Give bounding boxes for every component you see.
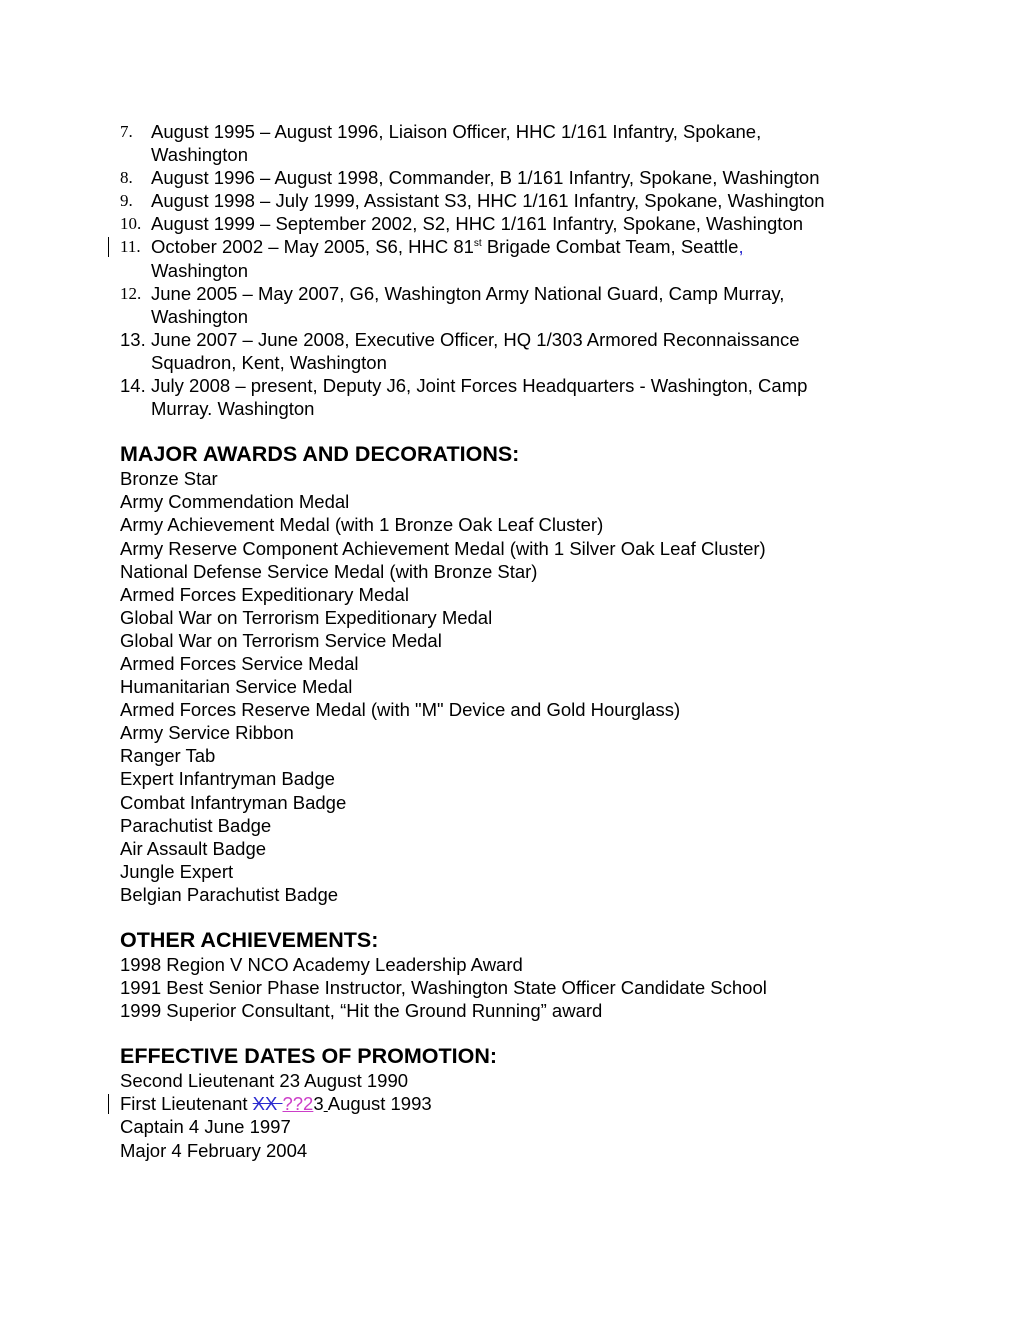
document-body: [120, 120, 900, 1162]
list-item: [120, 189, 900, 212]
award-item: Army Reserve Component Achievement Medal (with 1 Silver Oak Leaf Cluster): [120, 537, 766, 559]
list-item: [120, 212, 900, 235]
deleted-text: XX: [252, 1093, 283, 1115]
award-item: Armed Forces Service Medal: [120, 652, 359, 674]
text-run: October 2002 – May 2005, S6, HHC 81: [151, 236, 474, 258]
award-item: Army Achievement Medal (with 1 Bronze Oak Leaf Cluster): [120, 514, 604, 536]
superscript: st: [473, 238, 482, 250]
list-text: August 1999 – September 2002, S2, HHC 1/161 Infantry, Spokane, Washington: [151, 213, 804, 235]
award-item: Global War on Terrorism Service Medal: [120, 629, 442, 651]
achievements-heading: OTHER ACHIEVEMENTS:: [120, 928, 379, 952]
award-item: Armed Forces Expeditionary Medal: [120, 583, 409, 605]
promotions-section: [120, 1043, 900, 1161]
list-number: 13.: [120, 328, 146, 350]
assignment-list: [120, 120, 900, 420]
list-number: 12.: [120, 283, 142, 303]
award-item: Ranger Tab: [120, 745, 216, 767]
award-item: Belgian Parachutist Badge: [120, 883, 339, 905]
list-item: [120, 235, 900, 281]
text-run: Brigade Combat Team, Seattle: [481, 236, 739, 258]
list-text: June 2005 – May 2007, G6, Washington Army National Guard, Camp Murray,: [151, 282, 785, 304]
award-item: Army Service Ribbon: [120, 722, 294, 744]
list-text: August 1996 – August 1998, Commander, B 1/161 Infantry, Spokane, Washington: [151, 167, 820, 189]
revision-change-bar: [108, 237, 109, 257]
award-item: Parachutist Badge: [120, 814, 272, 836]
award-item: Armed Forces Reserve Medal (with "M" Device and Gold Hourglass): [120, 699, 681, 721]
promotion-item: Second Lieutenant 23 August 1990: [120, 1070, 409, 1092]
award-item: Air Assault Badge: [120, 837, 267, 859]
list-text: Washington: [151, 144, 249, 166]
list-item: [120, 282, 900, 328]
list-text: [151, 235, 900, 258]
promotions-heading: EFFECTIVE DATES OF PROMOTION:: [120, 1044, 498, 1069]
list-text: Murray. Washington: [151, 398, 315, 420]
award-item: Army Commendation Medal: [120, 491, 350, 513]
list-number: 10.: [120, 214, 142, 234]
award-item: Combat Infantryman Badge: [120, 791, 347, 813]
list-number: 14.: [120, 375, 146, 397]
list-number: 7.: [120, 122, 133, 141]
award-item: National Defense Service Medal (with Bronze Star): [120, 560, 538, 582]
award-item: Humanitarian Service Medal: [120, 676, 353, 698]
list-text: July 2008 – present, Deputy J6, Joint Forces Headquarters - Washington, Camp: [151, 375, 808, 397]
list-number: 11.: [120, 237, 141, 257]
achievement-item: 1999 Superior Consultant, “Hit the Ground Running” award: [120, 1000, 603, 1022]
achievements-section: [120, 927, 900, 1022]
inserted-text: ??2: [282, 1093, 314, 1115]
list-item: [120, 166, 900, 189]
list-number: 9.: [120, 191, 133, 211]
award-item: Expert Infantryman Badge: [120, 768, 335, 790]
achievement-item: 1998 Region V NCO Academy Leadership Award: [120, 954, 523, 975]
list-text: August 1998 – July 1999, Assistant S3, HHC 1/161 Infantry, Spokane, Washington: [151, 190, 825, 212]
inserted-text: ,: [738, 236, 744, 258]
list-text: June 2007 – June 2008, Executive Officer, HQ 1/303 Armored Reconnaissance: [151, 328, 800, 350]
list-text: Washington: [151, 305, 249, 327]
promotion-item: [120, 1092, 900, 1115]
awards-heading: MAJOR AWARDS AND DECORATIONS:: [120, 442, 520, 467]
list-item: [120, 374, 900, 420]
list-text: Squadron, Kent, Washington: [151, 351, 387, 373]
promotion-item: Captain 4 June 1997: [120, 1116, 291, 1138]
list-item: [120, 328, 900, 374]
achievement-item: 1991 Best Senior Phase Instructor, Washington State Officer Candidate School: [120, 977, 767, 999]
text-run: 3: [313, 1093, 324, 1115]
list-number: 8.: [120, 168, 133, 188]
text-run: August 1993: [327, 1093, 432, 1115]
promotion-item: Major 4 February 2004: [120, 1139, 308, 1161]
award-item: Global War on Terrorism Expeditionary Medal: [120, 606, 493, 628]
award-item: Jungle Expert: [120, 860, 234, 882]
award-item: Bronze Star: [120, 468, 218, 490]
awards-section: [120, 441, 900, 906]
list-text: August 1995 – August 1996, Liaison Officer, HHC 1/161 Infantry, Spokane,: [151, 121, 762, 142]
list-text: Washington: [151, 259, 249, 281]
list-item: [120, 120, 900, 166]
text-run: First Lieutenant: [120, 1093, 253, 1115]
revision-change-bar: [108, 1094, 109, 1114]
